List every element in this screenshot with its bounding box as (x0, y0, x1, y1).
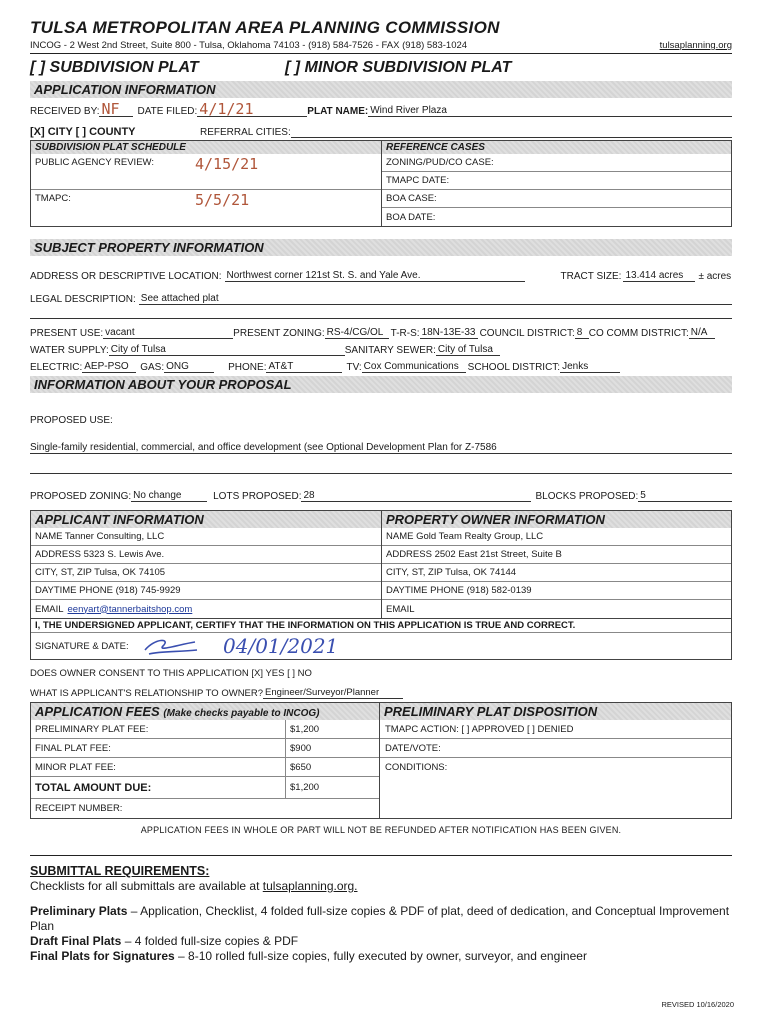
legal-description-label: LEGAL DESCRIPTION: (30, 294, 136, 305)
present-zoning-label: PRESENT ZONING: (233, 328, 325, 339)
reference-column (381, 141, 731, 226)
received-row (30, 101, 732, 117)
conditions[interactable]: CONDITIONS: (385, 762, 448, 773)
school-district-label: SCHOOL DISTRICT: (467, 362, 561, 373)
website-link[interactable]: tulsaplanning.org (659, 40, 732, 51)
agency-address-line (30, 40, 732, 54)
owner-phone[interactable]: DAYTIME PHONE (918) 582-0139 (382, 582, 731, 600)
fee-row-preliminary (31, 720, 379, 739)
application-information-band: APPLICATION INFORMATION (30, 81, 732, 98)
electric-value[interactable]: AEP-PSO (82, 361, 136, 373)
applicant-address[interactable]: ADDRESS 5323 S. Lewis Ave. (31, 546, 381, 564)
owner-email[interactable]: EMAIL (386, 603, 415, 615)
present-use-row (30, 325, 732, 339)
co-comm-district-value[interactable]: N/A (689, 327, 715, 339)
relationship-label: WHAT IS APPLICANT'S RELATIONSHIP TO OWNER? (30, 688, 264, 699)
signature-date[interactable]: 04/01/2021 (223, 634, 339, 658)
minor-subdivision-plat-checkbox[interactable]: [ ] MINOR SUBDIVISION PLAT (285, 59, 512, 76)
signature-scribble[interactable] (141, 634, 201, 658)
proposed-zoning-label: PROPOSED ZONING: (30, 491, 132, 502)
subject-property-band: SUBJECT PROPERTY INFORMATION (30, 239, 732, 256)
proposed-use-label-row (30, 415, 732, 426)
schedule-column (31, 141, 381, 226)
referral-cities-label: REFERRAL CITIES: (200, 127, 291, 138)
tmapc-date-cell[interactable]: TMAPC DATE: (382, 172, 731, 190)
owner-name[interactable]: NAME Gold Team Realty Group, LLC (382, 528, 731, 546)
owner-address[interactable]: ADDRESS 2502 East 21st Street, Suite B (382, 546, 731, 564)
tract-size-unit: ± acres (698, 271, 732, 282)
proposed-zoning-row (30, 488, 732, 502)
certification-statement: I, THE UNDERSIGNED APPLICANT, CERTIFY THAT THE INFORMATION ON THIS APPLICATION IS TRUE AND CORRECT. (31, 619, 731, 633)
applicant-city[interactable]: CITY, ST, ZIP Tulsa, OK 74105 (31, 564, 381, 582)
tv-value[interactable]: Cox Communications (362, 361, 466, 373)
proposed-zoning-value[interactable]: No change (131, 490, 207, 502)
received-by-label: RECEIVED BY: (30, 106, 100, 117)
water-sewer-row (30, 342, 732, 356)
tmapc-cell (31, 190, 381, 225)
water-supply-label: WATER SUPPLY: (30, 345, 109, 356)
water-supply-value[interactable]: City of Tulsa (109, 344, 345, 356)
jurisdiction-row (30, 122, 732, 138)
applicant-phone[interactable]: DAYTIME PHONE (918) 745-9929 (31, 582, 381, 600)
plat-type-row (30, 59, 732, 77)
fee-amount[interactable]: $1,200 (290, 723, 320, 735)
tract-size-label: TRACT SIZE: (560, 271, 622, 282)
total-label: TOTAL AMOUNT DUE: (31, 777, 286, 798)
gas-label: GAS: (140, 362, 165, 373)
tmapc-value[interactable]: 5/5/21 (195, 191, 250, 209)
owner-column (381, 511, 731, 618)
checklist-text: Checklists for all submittals are available at (30, 879, 263, 893)
refund-notice: APPLICATION FEES IN WHOLE OR PART WILL NOT BE REFUNDED AFTER NOTIFICATION HAS BEEN GIVEN. (140, 825, 622, 835)
lots-proposed-label: LOTS PROPOSED: (213, 491, 302, 502)
received-by-value[interactable]: NF (99, 102, 133, 117)
plat-name-value[interactable]: Wind River Plaza (368, 105, 732, 117)
consent-row (30, 668, 732, 679)
legal-description-extra-line[interactable] (30, 305, 732, 319)
proposed-use-value[interactable]: Single-family residential, commercial, and office development (see Optional Development Plan for Z-7586 (30, 442, 732, 454)
owner-band: PROPERTY OWNER INFORMATION (382, 511, 731, 528)
fees-column (31, 703, 380, 818)
zoning-case-cell[interactable]: ZONING/PUD/CO CASE: (382, 154, 731, 172)
co-comm-district-label: CO COMM DISTRICT: (588, 328, 689, 339)
submittal-heading: SUBMITTAL REQUIREMENTS: (30, 864, 210, 878)
fees-band-title: APPLICATION FEES (35, 704, 160, 719)
tract-size-value[interactable]: 13.414 acres (623, 270, 695, 282)
legal-description-value[interactable]: See attached plat (139, 293, 732, 305)
phone-label: PHONE: (228, 362, 267, 373)
boa-date-cell[interactable]: BOA DATE: (386, 211, 436, 223)
boa-case-cell[interactable]: BOA CASE: (382, 190, 731, 208)
draft-requirement (30, 934, 732, 949)
owner-city[interactable]: CITY, ST, ZIP Tulsa, OK 74144 (382, 564, 731, 582)
applicant-owner-table (30, 510, 732, 619)
blocks-proposed-value[interactable]: 5 (638, 490, 732, 502)
present-zoning-value[interactable]: RS-4/CG/OL (325, 327, 389, 339)
reference-band: REFERENCE CASES (382, 141, 731, 154)
public-agency-value[interactable]: 4/15/21 (195, 155, 259, 173)
fee-row-final (31, 739, 379, 758)
submittal-requirements (30, 855, 732, 964)
receipt-row (31, 799, 379, 818)
tv-label: TV: (346, 362, 362, 373)
proposed-use-label: PROPOSED USE: (30, 415, 113, 426)
total-amount[interactable]: $1,200 (290, 782, 320, 793)
address-value[interactable]: Northwest corner 121st St. S. and Yale Ave. (225, 270, 525, 282)
trs-value[interactable]: 18N-13E-33 (420, 327, 478, 339)
applicant-name[interactable]: NAME Tanner Consulting, LLC (31, 528, 381, 546)
application-form (30, 18, 732, 964)
certification-box (30, 619, 732, 660)
plat-name-label: PLAT NAME: (307, 106, 369, 117)
applicant-email-link[interactable]: eenyart@tannerbaitshop.com (67, 603, 193, 615)
relationship-value[interactable]: Engineer/Surveyor/Planner (263, 687, 403, 699)
revision-date: REVISED 10/16/2020 (661, 1000, 734, 1009)
preliminary-requirement (30, 904, 732, 934)
fee-name: FINAL PLAT FEE: (31, 739, 286, 757)
legal-row (30, 291, 732, 305)
council-district-label: COUNCIL DISTRICT: (479, 328, 575, 339)
blocks-proposed-label: BLOCKS PROPOSED: (535, 491, 639, 502)
draft-label: Draft Final Plats (30, 934, 122, 948)
school-district-value[interactable]: Jenks (560, 361, 620, 373)
agency-address: INCOG - 2 West 2nd Street, Suite 800 - Tulsa, Oklahoma 74103 - (918) 584-7526 - FAX (918) 583-1024 (30, 40, 468, 51)
applicant-band: APPLICANT INFORMATION (31, 511, 381, 528)
schedule-reference-table (30, 140, 732, 227)
proposal-band: INFORMATION ABOUT YOUR PROPOSAL (30, 376, 732, 393)
proposed-use-extra-line[interactable] (30, 454, 732, 474)
subdivision-plat-checkbox[interactable]: [ ] SUBDIVISION PLAT (30, 59, 199, 76)
checklist-link[interactable]: tulsaplanning.org. (262, 879, 358, 893)
signature-row (31, 633, 731, 659)
public-agency-label: PUBLIC AGENCY REVIEW: (35, 157, 154, 168)
proposed-use-row (30, 440, 732, 454)
draft-text: – 4 folded full-size copies & PDF (121, 934, 299, 948)
address-label: ADDRESS OR DESCRIPTIVE LOCATION: (30, 271, 222, 282)
fee-name: PRELIMINARY PLAT FEE: (31, 720, 286, 738)
gas-value[interactable]: ONG (164, 361, 214, 373)
fee-name: MINOR PLAT FEE: (31, 758, 286, 776)
schedule-band: SUBDIVISION PLAT SCHEDULE (31, 141, 381, 154)
final-requirement (30, 949, 732, 964)
final-label: Final Plats for Signatures (30, 949, 175, 963)
preliminary-text: – Application, Checklist, 4 folded full-size copies & PDF of plat, deed of dedication, and Conceptual Improvement Plan (30, 904, 730, 933)
lots-proposed-value[interactable]: 28 (301, 490, 531, 502)
date-filed-label: DATE FILED: (137, 106, 198, 117)
owner-consent[interactable]: DOES OWNER CONSENT TO THIS APPLICATION [X] YES [ ] NO (30, 668, 312, 679)
address-row (30, 268, 732, 282)
public-agency-cell (31, 154, 381, 190)
receipt-label: RECEIPT NUMBER: (35, 803, 123, 814)
referral-cities-value[interactable] (291, 137, 732, 138)
sanitary-sewer-value[interactable]: City of Tulsa (436, 344, 500, 356)
trs-label: T-R-S: (390, 328, 420, 339)
signature-label: SIGNATURE & DATE: (35, 640, 129, 652)
fee-amount[interactable]: $900 (290, 742, 312, 754)
tmapc-label: TMAPC: (35, 193, 71, 204)
applicant-column (31, 511, 381, 618)
sanitary-sewer-label: SANITARY SEWER: (344, 345, 436, 356)
fees-disposition-table (30, 702, 732, 819)
relationship-row (30, 686, 732, 699)
date-vote[interactable]: DATE/VOTE: (380, 739, 731, 758)
tmapc-action[interactable]: TMAPC ACTION: [ ] APPROVED [ ] DENIED (380, 720, 731, 739)
phone-value[interactable]: AT&T (266, 361, 342, 373)
date-filed-value[interactable]: 4/1/21 (197, 102, 307, 117)
present-use-label: PRESENT USE: (30, 328, 104, 339)
fee-row-total (31, 777, 379, 799)
disposition-band: PRELIMINARY PLAT DISPOSITION (380, 703, 731, 720)
disposition-column (380, 703, 731, 818)
final-text: – 8-10 rolled full-size copies, fully executed by owner, surveyor, and engineer (174, 949, 587, 963)
present-use-value[interactable]: vacant (103, 327, 233, 339)
applicant-email-cell (31, 600, 381, 618)
form-title: TULSA METROPOLITAN AREA PLANNING COMMISSION (30, 18, 500, 37)
applicant-email-label: EMAIL (35, 603, 64, 615)
electric-label: ELECTRIC: (30, 362, 83, 373)
fee-amount[interactable]: $650 (290, 761, 312, 773)
city-county-checkbox[interactable]: [X] CITY [ ] COUNTY (30, 126, 136, 138)
utilities-row (30, 359, 732, 373)
checklist-line (30, 879, 732, 894)
preliminary-label: Preliminary Plats (30, 904, 128, 918)
fees-band-note: (Make checks payable to INCOG) (163, 708, 320, 719)
council-district-value[interactable]: 8 (575, 327, 589, 339)
fee-row-minor (31, 758, 379, 777)
fees-band (31, 703, 379, 720)
